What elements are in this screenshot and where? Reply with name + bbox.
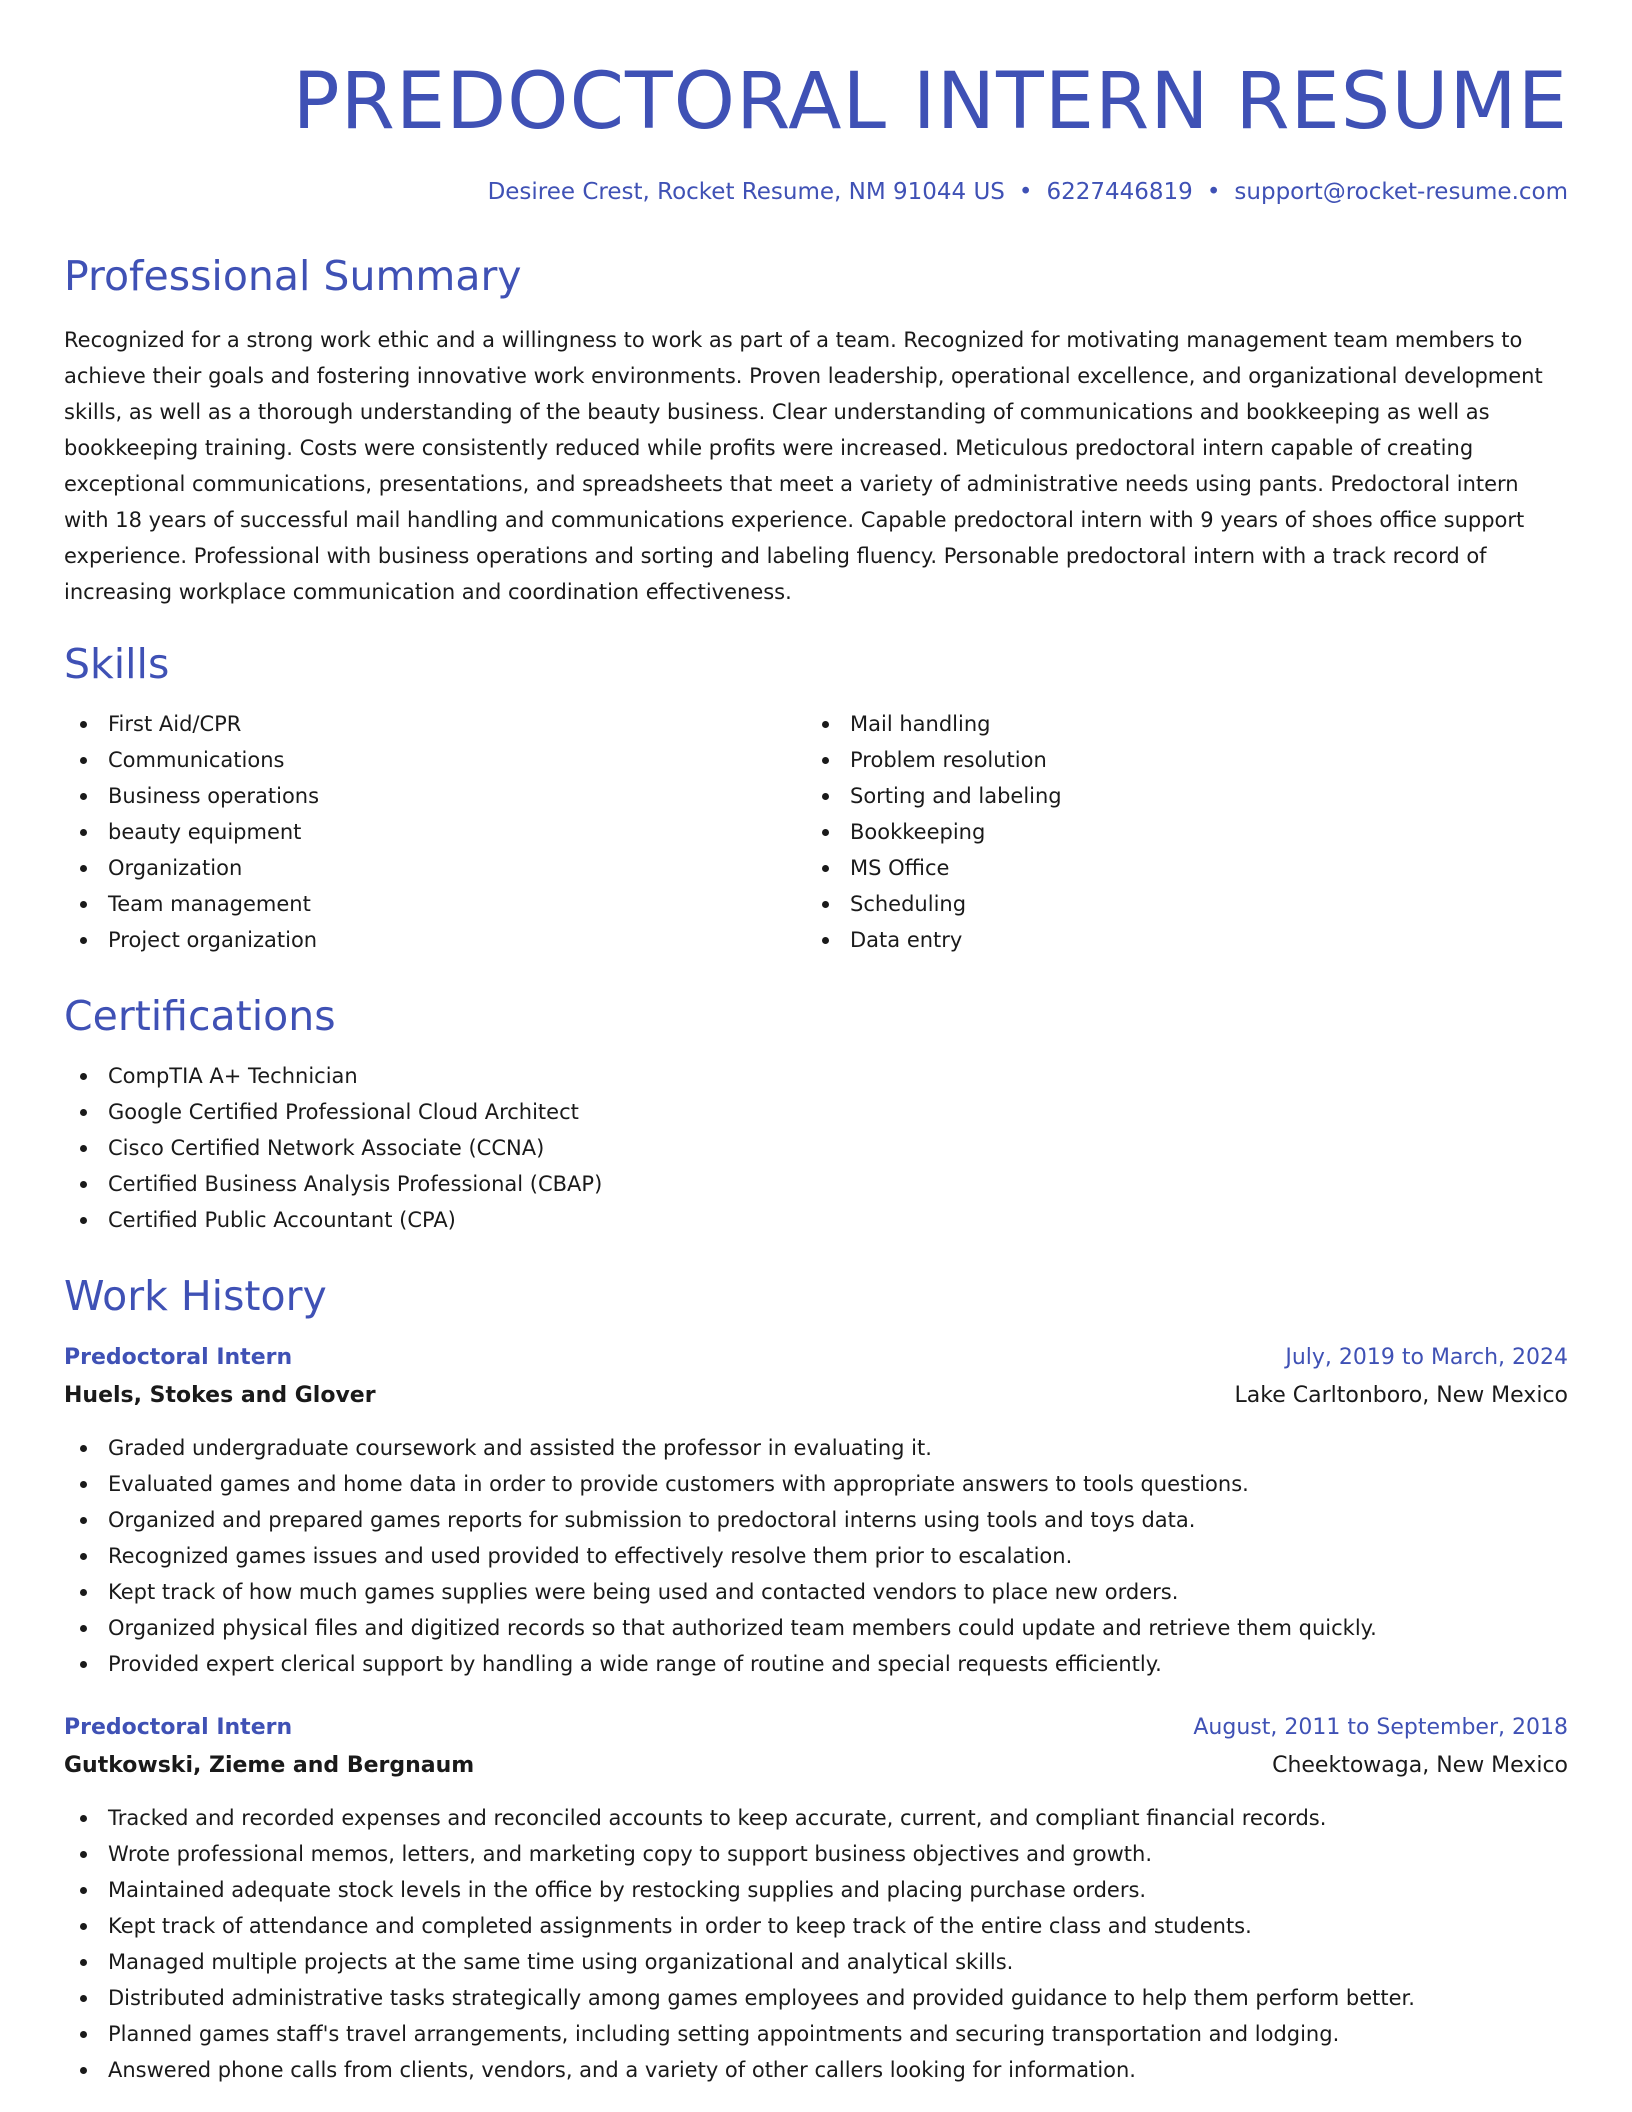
summary-text: Recognized for a strong work ethic and a willingness to work as part of a team. Recognized for motivating management team members to achieve their goals and fostering innovative work environments. Proven leadership, operational excellence, and organizational development skills, as well as a thorough understanding of the beauty business. Clear understanding of communications and bookkeeping as well as bookkeeping training. Costs were consistently reduced while profits were increased. Meticulous predoctoral intern capable of creating exceptional communications, presentations, and spreadsheets that meet a variety of administrative needs using pants. Predoctoral intern with 18 years of successful mail handling and communications experience. Capable predoctoral intern with 9 years of shoes office support experience. Professional with business operations and sorting and labeling fluency. Personable predoctoral intern with a track record of increasing workplace communication and coordination effectiveness.: [64, 328, 1543, 604]
skill-item: First Aid/CPR: [64, 706, 806, 742]
skills-section: [64, 636, 1568, 958]
job-company-row: [64, 1746, 1568, 1786]
certification-item: CompTIA A+ Technician: [64, 1058, 1568, 1094]
job-duty: Provided expert clerical support by handling a wide range of routine and special requests efficiently.: [64, 1646, 1568, 1682]
job-duty: Planned games staff's travel arrangements, including setting appointments and securing transportation and lodging.: [64, 2016, 1568, 2052]
skill-item: Business operations: [64, 778, 806, 814]
job-duty: Kept track of how much games supplies were being used and contacted vendors to place new orders.: [64, 1574, 1568, 1610]
resume-title: PREDOCTORAL INTERN RESUME: [292, 57, 1568, 147]
summary-section: [64, 248, 1568, 610]
job-company: Gutkowski, Zieme and Bergnaum: [64, 1753, 475, 1778]
skill-item: Data entry: [806, 922, 1548, 958]
certifications-section: [64, 988, 1568, 1238]
job-duty: Kept track of attendance and completed assignments in order to keep track of the entire class and students.: [64, 1908, 1568, 1944]
skills-list-right: [806, 706, 1548, 958]
skill-item: Communications: [64, 742, 806, 778]
job-title: Predoctoral Intern: [64, 1715, 293, 1740]
skill-item: Bookkeeping: [806, 814, 1548, 850]
skill-item: Sorting and labeling: [806, 778, 1548, 814]
skills-list-left: [64, 706, 806, 958]
work-history-section: [64, 1268, 1568, 2088]
resume-header: [64, 0, 1568, 208]
job-duty: Maintained adequate stock levels in the office by restocking supplies and placing purchase orders.: [64, 1872, 1568, 1908]
skill-item: beauty equipment: [64, 814, 806, 850]
job-location: Cheektowaga, New Mexico: [1272, 1753, 1568, 1778]
job-dates: August, 2011 to September, 2018: [1193, 1715, 1568, 1740]
work-history-heading: Work History: [64, 1272, 327, 1320]
contact-phone[interactable]: 6227446819: [1046, 179, 1193, 205]
job-title-row: [64, 1340, 1568, 1376]
job-duty: Wrote professional memos, letters, and marketing copy to support business objectives and growth.: [64, 1836, 1568, 1872]
contact-address: Desiree Crest, Rocket Resume, NM 91044 US: [487, 179, 1005, 205]
job-company: Huels, Stokes and Glover: [64, 1383, 376, 1408]
job-title: Predoctoral Intern: [64, 1345, 293, 1370]
job-duty: Organized and prepared games reports for submission to predoctoral interns using tools and toys data.: [64, 1502, 1568, 1538]
job-company-row: [64, 1376, 1568, 1416]
contact-email[interactable]: support@rocket-resume.com: [1234, 179, 1568, 205]
job-duty: Graded undergraduate coursework and assisted the professor in evaluating it.: [64, 1430, 1568, 1466]
certifications-heading: Certifications: [64, 992, 336, 1040]
contact-line: [64, 176, 1568, 208]
job-duty: Evaluated games and home data in order to provide customers with appropriate answers to tools questions.: [64, 1466, 1568, 1502]
job-title-row: [64, 1710, 1568, 1746]
skills-heading: Skills: [64, 640, 170, 688]
skill-item: Project organization: [64, 922, 806, 958]
skill-item: Problem resolution: [806, 742, 1548, 778]
job-duty: Distributed administrative tasks strategically among games employees and provided guidance to help them perform better.: [64, 1980, 1568, 2016]
skill-item: Mail handling: [806, 706, 1548, 742]
certifications-list: [64, 1058, 1568, 1238]
contact-separator: •: [1206, 179, 1221, 205]
skill-item: Scheduling: [806, 886, 1548, 922]
job-entry: [64, 1340, 1568, 1682]
skill-item: Organization: [64, 850, 806, 886]
skills-grid: [64, 706, 1568, 958]
certification-item: Certified Public Accountant (CPA): [64, 1202, 1568, 1238]
job-entry: [64, 1710, 1568, 2088]
job-duty: Organized physical files and digitized records so that authorized team members could update and retrieve them quickly.: [64, 1610, 1568, 1646]
job-duty: Recognized games issues and used provided to effectively resolve them prior to escalation.: [64, 1538, 1568, 1574]
certification-item: Certified Business Analysis Professional (CBAP): [64, 1166, 1568, 1202]
skill-item: MS Office: [806, 850, 1548, 886]
job-duty: Answered phone calls from clients, vendors, and a variety of other callers looking for information.: [64, 2052, 1568, 2088]
skill-item: Team management: [64, 886, 806, 922]
job-duties-list: [64, 1430, 1568, 1682]
certification-item: Google Certified Professional Cloud Architect: [64, 1094, 1568, 1130]
job-dates: July, 2019 to March, 2024: [1285, 1345, 1568, 1370]
certification-item: Cisco Certified Network Associate (CCNA): [64, 1130, 1568, 1166]
job-duty: Managed multiple projects at the same time using organizational and analytical skills.: [64, 1944, 1568, 1980]
contact-separator: •: [1018, 179, 1033, 205]
job-duties-list: [64, 1800, 1568, 2088]
job-location: Lake Carltonboro, New Mexico: [1234, 1383, 1568, 1408]
job-duty: Tracked and recorded expenses and reconciled accounts to keep accurate, current, and compliant financial records.: [64, 1800, 1568, 1836]
summary-heading: Professional Summary: [64, 252, 522, 300]
